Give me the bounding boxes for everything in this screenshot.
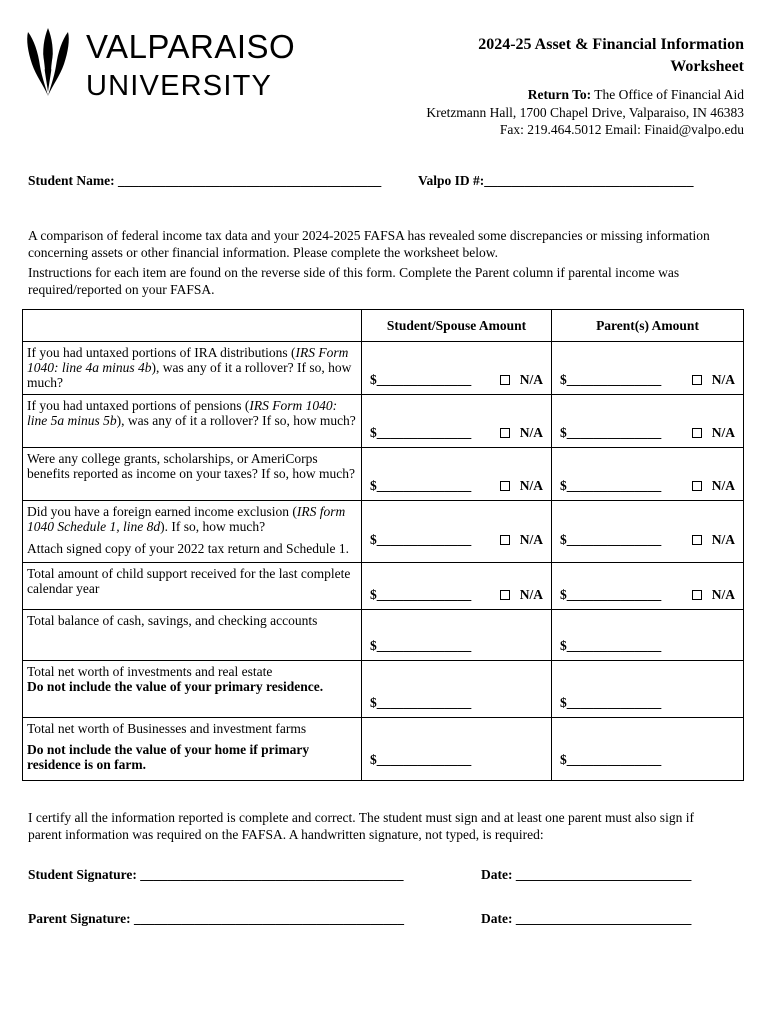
student-amount-field[interactable]: $______________ bbox=[370, 478, 472, 493]
parent-amount-field[interactable]: $______________ bbox=[560, 532, 662, 547]
student-na-checkbox[interactable]: N/A bbox=[500, 532, 543, 548]
student-na-checkbox[interactable]: N/A bbox=[500, 587, 543, 603]
student-amount-field[interactable]: $______________ bbox=[370, 532, 472, 547]
checkbox-icon bbox=[500, 428, 510, 438]
instructions-paragraph: Instructions for each item are found on the reverse side of this form. Complete the Parent column if parental income was required/reported on your FAFSA. bbox=[28, 265, 680, 297]
parent-amount-field[interactable]: $______________ bbox=[560, 478, 662, 493]
logo-wordmark-university: UNIVERSITY bbox=[86, 70, 273, 102]
certification-text: I certify all the information reported is complete and correct. The student must sign and at least one parent must also sign if parent information was required on the FAFSA. A handwritten signature, not typed, is required: bbox=[28, 810, 694, 842]
table-header-row bbox=[23, 310, 744, 342]
title-line-2: Worksheet bbox=[670, 58, 744, 75]
student-date-field[interactable]: Date: __________________________ bbox=[481, 867, 692, 882]
attach-note: Attach signed copy of your 2022 tax return and Schedule 1. bbox=[27, 541, 350, 556]
table-row bbox=[23, 501, 744, 563]
student-amount-field[interactable]: $______________ bbox=[370, 695, 472, 710]
parent-signature-field[interactable]: Parent Signature: ________________________________________ bbox=[28, 911, 404, 926]
parent-amount-field[interactable]: $______________ bbox=[560, 752, 662, 767]
parent-amount-field[interactable]: $______________ bbox=[560, 425, 662, 440]
parent-na-checkbox[interactable]: N/A bbox=[692, 425, 735, 441]
student-na-checkbox[interactable]: N/A bbox=[500, 425, 543, 441]
parent-amount-field[interactable]: $______________ bbox=[560, 695, 662, 710]
valpo-id-field[interactable]: Valpo ID #:_______________________________ bbox=[418, 173, 694, 188]
question-pensions: If you had untaxed portions of pensions (IRS Form 1040: line 5a minus 5b), was any of it a rollover? If so, how much? bbox=[23, 395, 362, 448]
checkbox-icon bbox=[500, 590, 510, 600]
worksheet-table bbox=[22, 309, 744, 781]
table-row bbox=[23, 610, 744, 661]
parent-amount-field[interactable]: $______________ bbox=[560, 587, 662, 602]
table-row bbox=[23, 448, 744, 501]
return-label: Return To: bbox=[527, 87, 592, 102]
table-row bbox=[23, 395, 744, 448]
valparaiso-logo-icon bbox=[24, 26, 72, 98]
col-student-header: Student/Spouse Amount bbox=[362, 310, 552, 342]
student-na-checkbox[interactable]: N/A bbox=[500, 372, 543, 388]
table-row bbox=[23, 563, 744, 610]
question-grants: Were any college grants, scholarships, or AmeriCorps benefits reported as income on your taxes? If so, how much? bbox=[23, 448, 362, 501]
return-contact: Fax: 219.464.5012 Email: Finaid@valpo.edu bbox=[499, 122, 744, 137]
intro-paragraph: A comparison of federal income tax data and your 2024-2025 FAFSA has revealed some discrepancies or missing information concerning assets or other financial information. Please complete the worksheet below. bbox=[28, 228, 710, 260]
checkbox-icon bbox=[500, 375, 510, 385]
question-cash-balance: Total balance of cash, savings, and checking accounts bbox=[23, 610, 362, 661]
header-blank-cell bbox=[23, 310, 362, 342]
question-businesses: Total net worth of Businesses and investment farms Do not include the value of your home if primary residence is on farm. bbox=[23, 718, 362, 781]
checkbox-icon bbox=[692, 590, 702, 600]
logo-wordmark-valparaiso: VALPARAISO bbox=[86, 28, 296, 65]
student-amount-field[interactable]: $______________ bbox=[370, 638, 472, 653]
question-foreign-income: Did you have a foreign earned income exclusion (IRS form 1040 Schedule 1, line 8d). If so, how much? Attach signed copy of your 2022 tax return and Schedule 1. bbox=[23, 501, 362, 563]
question-investments: Total net worth of investments and real estate Do not include the value of your primary residence. bbox=[23, 661, 362, 718]
parent-na-checkbox[interactable]: N/A bbox=[692, 372, 735, 388]
student-signature-field[interactable]: Student Signature: _______________________________________ bbox=[28, 867, 404, 882]
student-amount-field[interactable]: $______________ bbox=[370, 752, 472, 767]
checkbox-icon bbox=[692, 481, 702, 491]
checkbox-icon bbox=[500, 481, 510, 491]
table-row bbox=[23, 342, 744, 395]
question-ira: If you had untaxed portions of IRA distributions (IRS Form 1040: line 4a minus 4b), was any of it a rollover? If so, how much? bbox=[23, 342, 362, 395]
col-parent-header: Parent(s) Amount bbox=[552, 310, 744, 342]
student-amount-field[interactable]: $______________ bbox=[370, 425, 472, 440]
parent-amount-field[interactable]: $______________ bbox=[560, 638, 662, 653]
checkbox-icon bbox=[500, 535, 510, 545]
student-name-field[interactable]: Student Name: _______________________________________ bbox=[28, 173, 382, 188]
student-amount-field[interactable]: $______________ bbox=[370, 587, 472, 602]
parent-na-checkbox[interactable]: N/A bbox=[692, 532, 735, 548]
question-child-support: Total amount of child support received for the last complete calendar year bbox=[23, 563, 362, 610]
checkbox-icon bbox=[692, 375, 702, 385]
parent-date-field[interactable]: Date: __________________________ bbox=[481, 911, 692, 926]
document-title bbox=[384, 34, 744, 78]
parent-na-checkbox[interactable]: N/A bbox=[692, 587, 735, 603]
parent-amount-field[interactable]: $______________ bbox=[560, 372, 662, 387]
return-address-block bbox=[324, 86, 744, 139]
parent-na-checkbox[interactable]: N/A bbox=[692, 478, 735, 494]
student-na-checkbox[interactable]: N/A bbox=[500, 478, 543, 494]
table-row bbox=[23, 661, 744, 718]
checkbox-icon bbox=[692, 535, 702, 545]
checkbox-icon bbox=[692, 428, 702, 438]
table-row bbox=[23, 718, 744, 781]
return-address: Kretzmann Hall, 1700 Chapel Drive, Valparaiso, IN 46383 bbox=[426, 104, 744, 120]
title-line-1: 2024-25 Asset & Financial Information bbox=[478, 36, 744, 53]
student-amount-field[interactable]: $______________ bbox=[370, 372, 472, 387]
return-office: The Office of Financial Aid bbox=[594, 87, 744, 102]
